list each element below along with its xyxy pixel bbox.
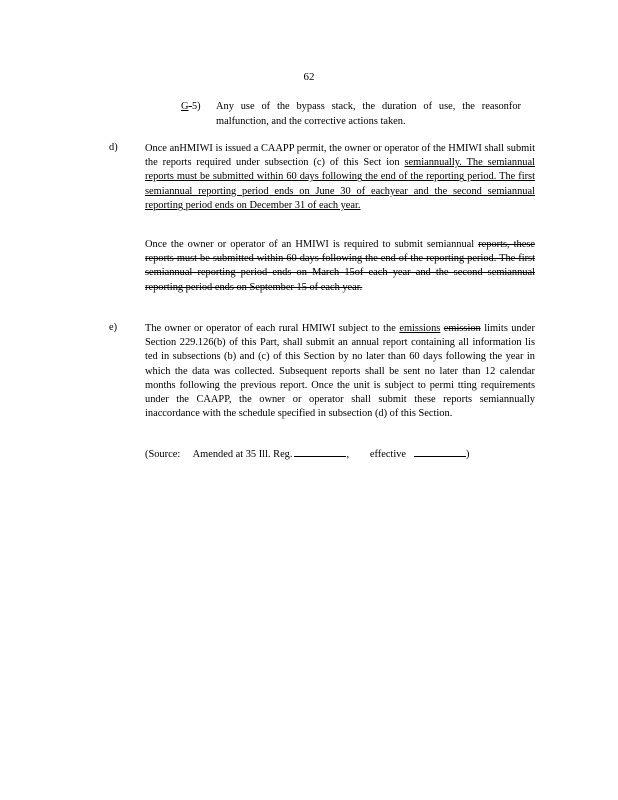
source-effective: effective [369,449,407,460]
source-close: ) [466,449,470,460]
subsection-e-paragraph [145,322,535,421]
subsection-e-inserted-word: emissions [399,323,441,334]
subsection-d-text: Once anHMIWI is issued a CAAPP permit, the owner or operator of the HMIWI shall submit the reports required under subsection (c) of this Sect ion [145,143,535,169]
subsection-e-deleted-word: emission [443,323,481,334]
subsection-d-inserted-text: semiannually. The semiannual reports must be submitted within 60 days following the end of the reporting period. The first semiannual reporting period ends on June 30 of eachyear and the second semiannual reporting period ends on December 31 of each year. [145,157,535,211]
subsection-e-text-after: limits under Section 229.126(b) of this Part, shall submit an annual report containing all information lis ted in subsections (b) and (c) of this Section by no later than 60 days following the year in which the data was collected. Subsequent reports shall be sent no later than 12 calendar months following the previous report. Once the unit is subject to permi tting requirements under the CAAPP, the owner or operator shall submit these reports semiannually inaccordance with the schedule specified in subsection (d) of this Section. [145,323,535,420]
subsection-g5-label-deleted-mark: - [188,101,192,112]
subsection-d-deleted-text: reports, these reports must be submitted within 60 days following the end of the reporting period. The first semiannual reporting period ends on March 15of each year and the second semiannual reporting period ends on September 15 of each year. [145,239,535,293]
page-number: 62 [303,71,315,83]
subsection-d-paragraph-2 [145,238,535,295]
subsection-d-paragraph-2-text: Once the owner or operator of an HMIWI is required to submit semiannual [145,239,475,250]
subsection-g5-text: Any use of the bypass stack, the duration of use, the reasonfor malfunction, and the corrective actions taken. [216,101,521,127]
subsection-g5-label-suffix: 5) [191,101,201,112]
effective-date-blank-line [414,455,466,457]
register-blank-line [294,455,346,457]
subsection-d [109,142,539,213]
source-amended: Amended at 35 Ill. Reg. [192,449,293,460]
source-prefix: (Source: [145,449,181,460]
subsection-d-label: d) [109,142,118,153]
source-note [145,449,469,460]
source-comma: , [346,449,350,460]
subsection-d-paragraph-1 [145,142,535,213]
subsection-e-label: e) [109,322,118,333]
subsection-g5 [181,100,521,129]
subsection-g5-label [181,100,201,115]
subsection-g5-label-prefix: G [181,101,189,112]
subsection-e [109,322,539,421]
subsection-e-text-before: The owner or operator of each rural HMIWI subject to the [145,323,396,334]
